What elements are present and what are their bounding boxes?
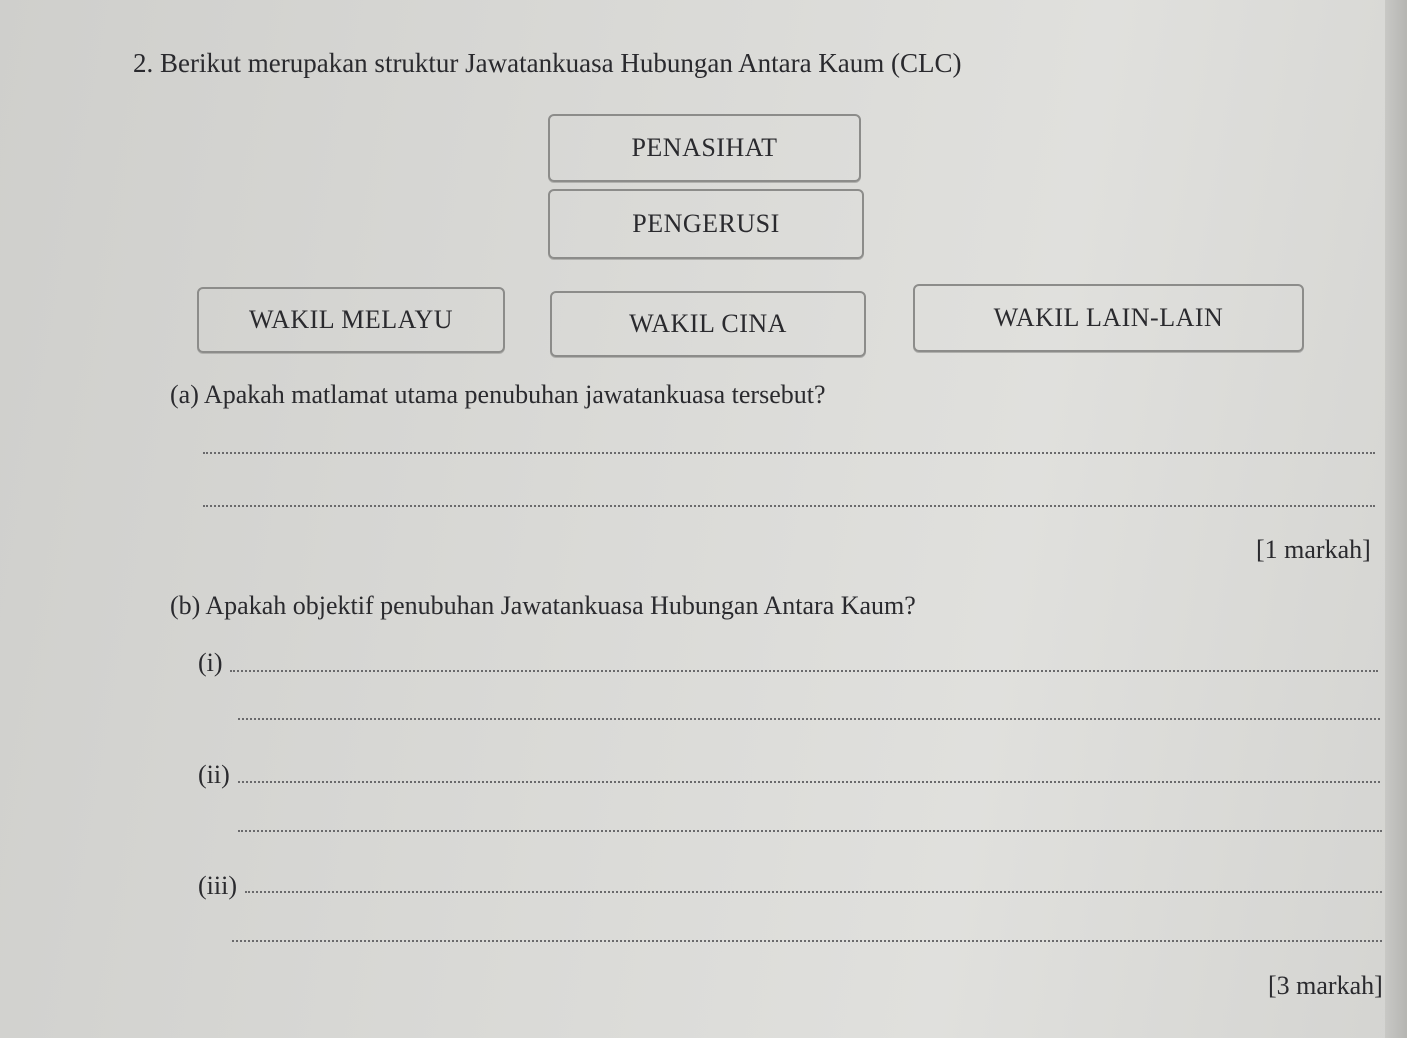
org-box-wakil-lain-lain	[913, 284, 1304, 352]
answer-line-b-iii-2[interactable]	[232, 940, 1382, 942]
marks-b: [3 markah]	[1268, 971, 1383, 1000]
org-box-pengerusi	[548, 189, 864, 259]
org-box-label: WAKIL MELAYU	[248, 305, 454, 334]
question-b-text: (b) Apakah objektif penubuhan Jawatankuasa Hubungan Antara Kaum?	[170, 591, 916, 620]
item-label-i: (i)	[198, 648, 223, 677]
answer-line-b-i-2[interactable]	[238, 718, 1380, 720]
org-box-label: WAKIL CINA	[629, 309, 787, 338]
answer-line-b-i-1[interactable]	[230, 670, 1378, 672]
org-box-penasihat	[548, 114, 861, 182]
org-box-label: PENASIHAT	[631, 133, 778, 162]
org-box-label: WAKIL LAIN-LAIN	[993, 303, 1224, 332]
marks-a: [1 markah]	[1256, 535, 1371, 564]
answer-line-b-ii-2[interactable]	[238, 830, 1382, 832]
page-edge	[1385, 0, 1407, 1038]
answer-line-a2[interactable]	[203, 505, 1375, 507]
org-box-wakil-cina	[550, 291, 866, 357]
item-label-ii: (ii)	[198, 760, 230, 789]
item-label-iii: (iii)	[198, 871, 237, 900]
org-box-wakil-melayu	[197, 287, 505, 353]
org-box-label: PENGERUSI	[632, 209, 780, 238]
question-title: 2. Berikut merupakan struktur Jawatankuasa Hubungan Antara Kaum (CLC)	[133, 48, 962, 78]
question-a-text: (a) Apakah matlamat utama penubuhan jawatankuasa tersebut?	[170, 380, 826, 409]
answer-line-b-ii-1[interactable]	[238, 781, 1380, 783]
answer-line-a1[interactable]	[203, 452, 1375, 454]
answer-line-b-iii-1[interactable]	[245, 891, 1382, 893]
